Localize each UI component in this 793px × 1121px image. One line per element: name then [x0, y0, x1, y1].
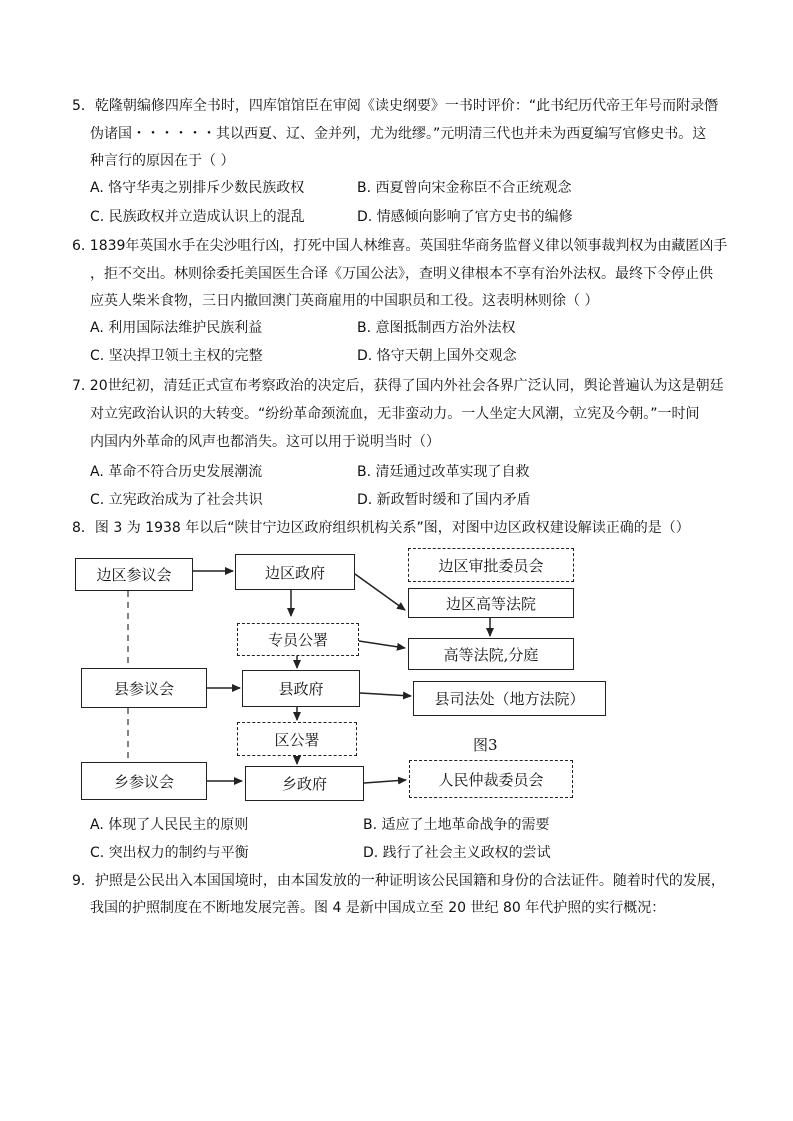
q6-option-c: C. 坚决捍卫领土主权的完整 — [90, 348, 263, 364]
q5-stem-line2: 伪诸国・・・・・・其以西夏、辽、金并列，尤为纰缪。”元明清三代也并未为西夏编写官修史书。这 — [90, 126, 707, 142]
q8-option-a: A. 体现了人民民主的原则 — [90, 817, 249, 833]
q7-stem-line3: 内国内外革命的风声也都消失。这可以用于说明当时（） — [90, 434, 440, 450]
q5-option-c: C. 民族政权并立造成认识上的混乱 — [90, 209, 305, 225]
q5-option-b: B. 西夏曾向宋金称臣不合正统观念 — [357, 180, 572, 196]
q5-option-d: D. 情感倾向影响了官方史书的编修 — [357, 209, 573, 225]
q7-option-d: D. 新政暂时缓和了国内矛盾 — [357, 492, 531, 508]
q9-stem-line1: 9．护照是公民出入本国国境时，由本国发放的一种证明该公民国籍和身份的合法证件。随着时代的发展， — [72, 873, 725, 889]
q6-stem-line3: 应英人柴米食物，三日内撤回澳门英商雇用的中国职员和工役。这表明林则徐（ ） — [90, 293, 599, 309]
q7-stem-line1: 7. 20世纪初，清廷正式宣布考察政治的决定后，获得了国内外社会各界广泛认同，舆论普遍认为这是朝廷 — [72, 378, 724, 394]
box-xiang-canyihui: 乡参议会 — [81, 762, 207, 800]
box-renmin-zhongcai: 人民仲裁委员会 — [409, 760, 573, 798]
box-xian-canyihui: 县参议会 — [81, 668, 207, 708]
q8-option-b: B. 适应了土地革命战争的需要 — [363, 817, 550, 833]
box-xiang-zhengfu: 乡政府 — [245, 766, 364, 801]
box-bianqu-shenpi: 边区审批委员会 — [408, 548, 574, 582]
q5-stem-line3: 种言行的原因在于（ ） — [90, 153, 235, 169]
box-bianqu-canyihui: 边区参议会 — [75, 558, 193, 591]
box-xian-zhengfu: 县政府 — [242, 670, 360, 707]
box-gaodeng-fenting: 高等法院,分庭 — [408, 638, 574, 670]
q8-stem-line1: 8．图 3 为 1938 年以后“陕甘宁边区政府组织机构关系”图，对图中边区政权建设解读正确的是（） — [72, 520, 690, 536]
figure-label: 图3 — [473, 736, 498, 754]
box-bianqu-fayuan: 边区高等法院 — [408, 588, 574, 618]
q6-option-a: A. 利用国际法维护民族利益 — [90, 320, 263, 336]
q6-stem-line2: ，拒不交出。林则徐委托美国医生合译《万国公法》，查明义律根本不享有治外法权。最终下令停止供 — [90, 266, 713, 282]
q5-option-a: A. 恪守华夷之别排斥少数民族政权 — [90, 180, 305, 196]
q5-stem-line1: 5．乾隆朝编修四库全书时，四库馆馆臣在审阅《读史纲要》一书时评价：“此书纪历代帝王年号而附录僭 — [72, 98, 719, 114]
q8-option-c: C. 突出权力的制约与平衡 — [90, 845, 249, 861]
q6-option-d: D. 恪守天朝上国外交观念 — [357, 348, 517, 364]
box-bianqu-zhengfu: 边区政府 — [235, 554, 355, 590]
arrow-zhengfu-to-fayuan — [355, 574, 405, 610]
arrow-xian-to-sifachu — [360, 693, 411, 696]
arrow-xiang-to-zhongcai — [364, 780, 406, 783]
box-zhuanyuan-gongshu: 专员公署 — [237, 623, 359, 656]
box-qu-gongshu: 区公署 — [237, 722, 357, 756]
q6-option-b: B. 意图抵制西方治外法权 — [357, 320, 516, 336]
q7-stem-line2: 对立宪政治认识的大转变。“纷纷革命颈流血，无非蛮动力。一人坐定大风潮，立宪及今朝。”一时间 — [90, 406, 700, 422]
q7-option-a: A. 革命不符合历史发展潮流 — [90, 464, 263, 480]
q6-stem-line1: 6. 1839年英国水手在尖沙咀行凶，打死中国人林维喜。英国驻华商务监督义律以领事裁判权为由藏匿凶手 — [72, 238, 728, 254]
arrow-zhuanyuan-to-fenting — [359, 641, 405, 648]
q9-stem-line2: 我国的护照制度在不断地发展完善。图 4 是新中国成立至 20 世纪 80 年代护照的实行概况： — [90, 900, 666, 916]
box-xian-sifachu: 县司法处（地方法院） — [413, 681, 606, 716]
q7-option-b: B. 清廷通过改革实现了自救 — [357, 464, 530, 480]
q8-option-d: D. 践行了社会主义政权的尝试 — [363, 845, 551, 861]
q7-option-c: C. 立宪政治成为了社会共识 — [90, 492, 263, 508]
